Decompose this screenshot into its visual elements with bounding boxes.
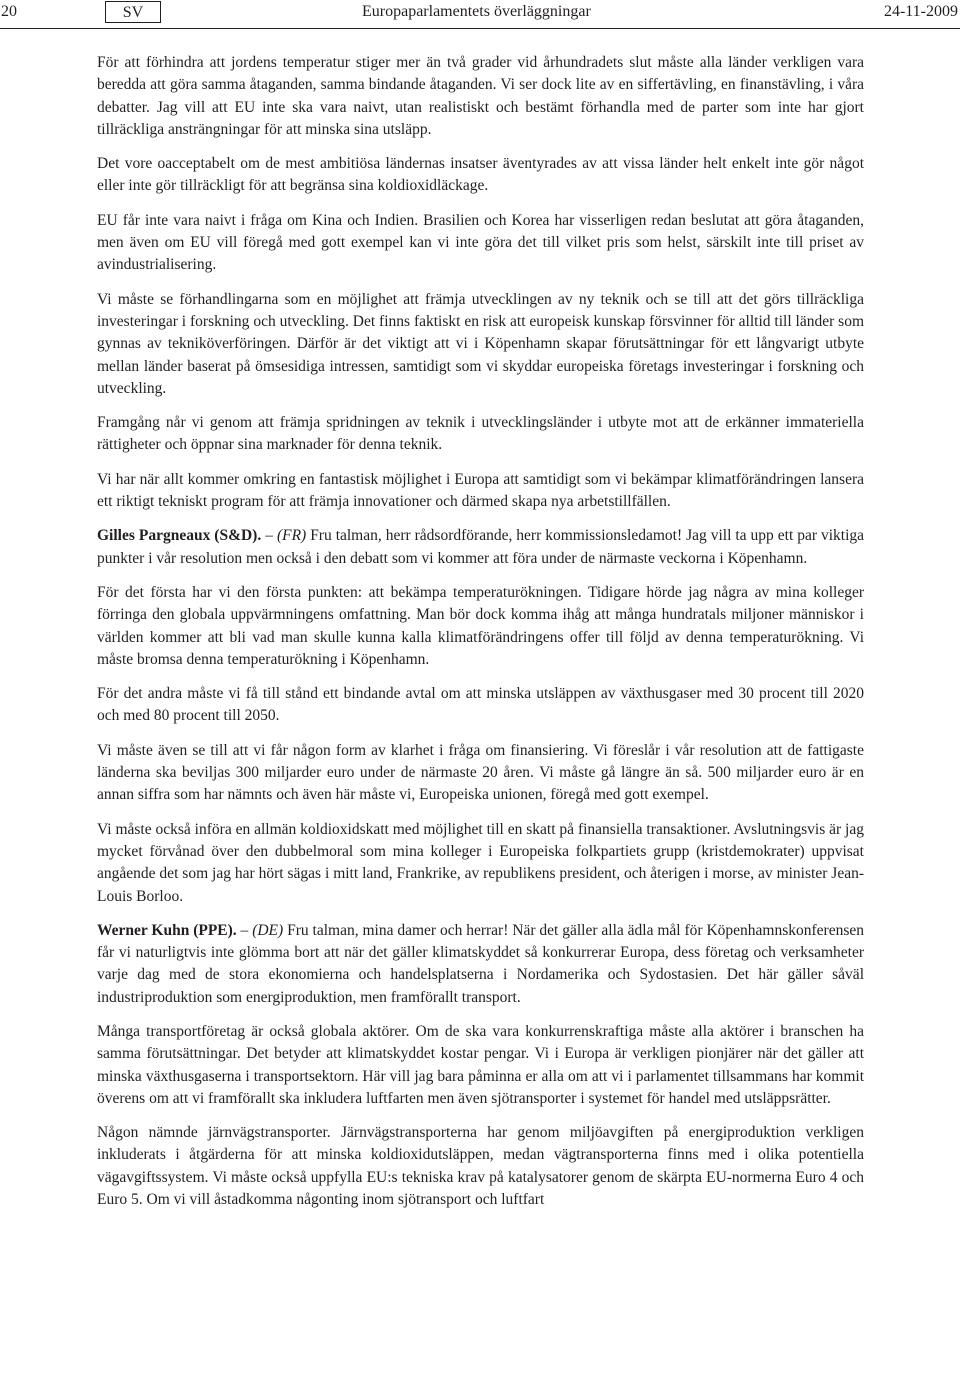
paragraph: EU får inte vara naivt i fråga om Kina och Indien. Brasilien och Korea har visserligen redan beslutat att göra åtaganden, men även om EU vill föregå med gott exempel kan vi inte göra det till vilket pris som helst, särskilt inte till priset av avindustrialisering. xyxy=(97,211,864,274)
language-code-box: SV xyxy=(105,1,161,23)
paragraph: Många transportföretag är också globala aktörer. Om de ska vara konkurrenskraftiga måste alla aktörer i branschen ha samma förutsättningar. Det betyder att klimatskyddet kostar pengar. Vi i Europa är verkligen pionjärer när det gäller att minska växthusgaserna i transportsektorn. Här vill jag bara påminna er alla om att vi i parlamentet tillsammans har kommit överens om att vi framförallt ska inkludera luftfarten men även sjötransporter i systemet för handel med utsläppsrätter. xyxy=(97,1022,864,1107)
page-number: 20 xyxy=(1,3,17,20)
paragraph: För det andra måste vi få till stånd ett bindande avtal om att minska utsläppen av växthusgaser med 30 procent till 2020 och med 80 procent till 2050. xyxy=(97,685,864,725)
paragraph: För att förhindra att jordens temperatur stiger mer än två grader vid århundradets slut måste alla länder verkligen vara beredda att göra samma åtaganden, samma bindande åtaganden. Vi ser dock lite av en siffertävling, en finanstävling, i våra debatter. Jag vill att EU inte ska vara naivt, utan realistiskt och bestämt förhandla med de parter som inte har gjort tillräckliga ansträngningar för att minska sina utsläpp. xyxy=(97,54,864,138)
page-header xyxy=(0,0,960,29)
speaker-language: (DE) xyxy=(252,921,284,939)
paragraph: Vi måste också införa en allmän koldioxidskatt med möjlighet till en skatt på finansiella transaktioner. Avslutningsvis är jag mycket förvånad över den dubbelmoral som mina kolleger i Europeiska folkpartiets grupp (kristdemokrater) uppvisat angående det som jag har hört sägas i mitt land, Frankrike, av republikens president, och återigen i morse, av minister Jean-Louis Borloo. xyxy=(97,820,864,905)
speaker-name: Gilles Pargneaux (S&D). xyxy=(97,527,262,545)
speaker-paragraph: Gilles Pargneaux (S&D). – (FR) Fru talman, herr rådsordförande, herr kommissionsledamot! Jag vill ta upp ett par viktiga punkter i vår resolution men också i den debatt som vi kommer att föra under de närmaste veckorna i Köpenhamn. xyxy=(97,527,865,567)
paragraph: Det vore oacceptabelt om de mest ambitiösa ländernas insatser äventyrades av att vissa länder helt enkelt inte gör något eller inte gör tillräckligt för att begränsa sina koldioxidläckage. xyxy=(97,155,864,195)
paragraph: För det första har vi den första punkten: att bekämpa temperaturökningen. Tidigare hörde jag några av mina kolleger förringa den globala uppvärmningens omfattning. Man bör dock komma ihåg att många hundratals miljoner människor i världen kommer att bli vad man skulle kunna kalla klimatförändringens offer till följd av denna temperaturökning. Vi måste bromsa denna temperaturökning i Köpenhamn. xyxy=(97,583,864,668)
paragraph: Vi måste även se till att vi får någon form av klarhet i fråga om finansiering. Vi föreslår i vår resolution att de fattigaste länderna ska beviljas 300 miljarder euro under de närmaste 20 åren. Vi måste gå längre än så. 500 miljarder euro är en annan siffra som har nämnts och även här måste vi, Europeiska unionen, föregå med gott exempel. xyxy=(97,741,864,804)
paragraph: Vi har när allt kommer omkring en fantastisk möjlighet i Europa att samtidigt som vi bekämpar klimatförändringen lansera ett riktigt tekniskt program för att främja innovationer och därmed skapa nya arbetstillfällen. xyxy=(97,470,864,511)
paragraph: Vi måste se förhandlingarna som en möjlighet att främja utvecklingen av ny teknik och se till att det görs tillräckliga investeringar i forskning och utveckling. Det finns faktiskt en risk att europeisk kunskap försvinner för alltid till länder som gynnas av tekniköverföringen. Därför är det viktigt att vi i Köpenhamn skapar förutsättningar för ett långvarigt utbyte mellan länder baserat på ömsesidiga intressen, samtidigt som vi skyddar europeiska företags investeringar i forskning och utveckling. xyxy=(97,290,864,397)
publication-title: Europaparlamentets överläggningar xyxy=(362,3,591,20)
speaker-name: Werner Kuhn (PPE). xyxy=(97,921,237,939)
document-body xyxy=(97,52,864,1223)
paragraph: Någon nämnde järnvägstransporter. Järnvägstransporterna har genom miljöavgiften på energiproduktion verkligen inkluderats i åtgärderna för att minska koldioxidutsläppen, medan vägtransporterna finns med i olika potentiella vägavgiftssystem. Vi måste också uppfylla EU:s tekniska krav på katalysatorer genom de skärpta EU-normerna Euro 4 och Euro 5. Om vi vill åstadkomma någonting inom sjötransport och luftfart xyxy=(97,1124,864,1209)
speaker-paragraph: Werner Kuhn (PPE). – (DE) Fru talman, mina damer och herrar! När det gäller alla ädla mål för Köpenhamnskonferensen får vi naturligtvis inte glömma bort att när det gäller klimatskyddet så konkurrerar Europa, dess företag och verksamheter varje dag med de stora ekonomierna och handelsplatserna i Nordamerika och Sydostasien. Det här gäller såväl industriproduktion som energiproduktion, men framförallt transport. xyxy=(97,921,864,1006)
paragraph: Framgång når vi genom att främja spridningen av teknik i utvecklingsländer i utbyte mot att de erkänner immateriella rättigheter och öppnar sina marknader för denna teknik. xyxy=(97,414,864,454)
speaker-language: (FR) xyxy=(276,527,307,545)
publication-date: 24-11-2009 xyxy=(883,3,958,20)
